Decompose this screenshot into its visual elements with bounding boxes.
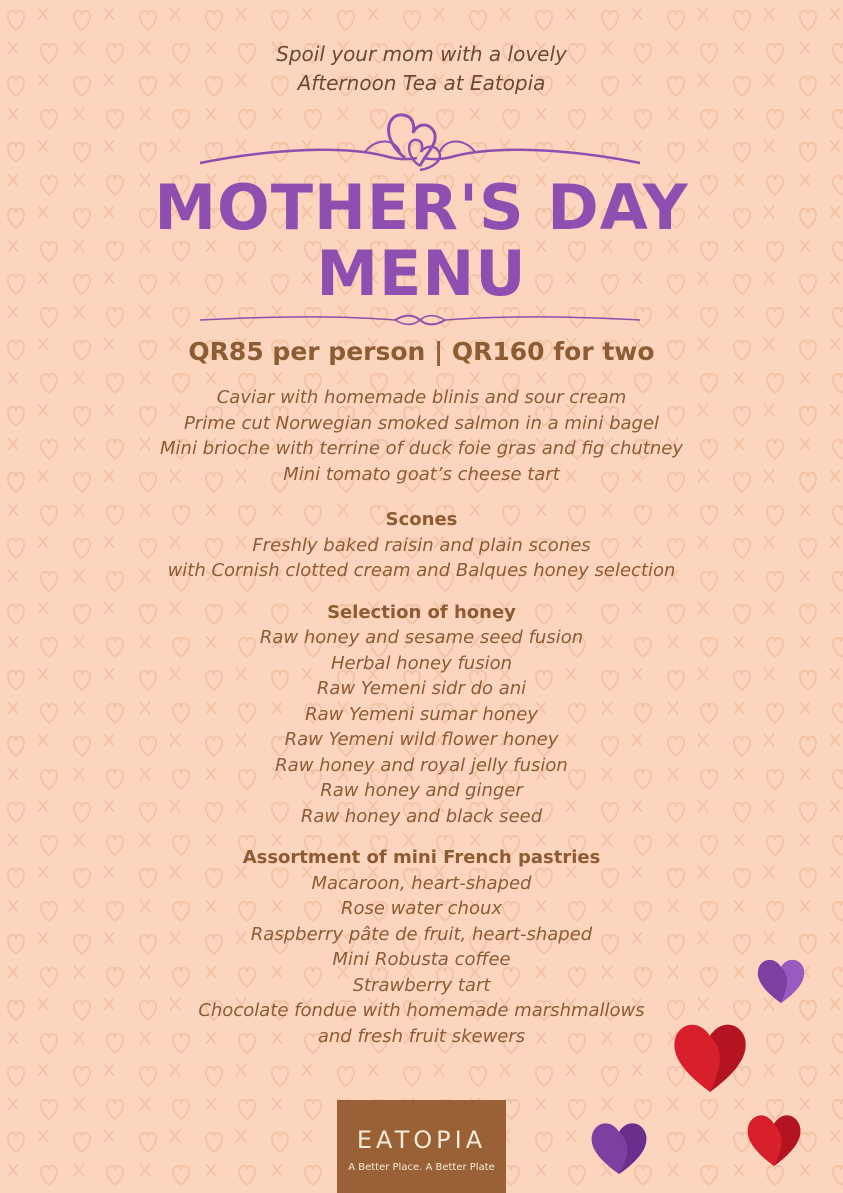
title-line: MENU (316, 237, 527, 310)
menu-item: Raw honey and royal jelly fusion (275, 754, 568, 776)
section-heading: Selection of honey (327, 601, 516, 623)
menu-item: Freshly baked raisin and plain scones (252, 534, 591, 556)
menu-item: Caviar with homemade blinis and sour cream (216, 387, 627, 408)
heart-icon (744, 1110, 804, 1168)
menu-item: Strawberry tart (352, 974, 491, 996)
menu-item: Raw honey and black seed (300, 805, 543, 827)
menu-item: and fresh fruit skewers (317, 1025, 526, 1047)
heart-icon (755, 955, 807, 1005)
menu-item: with Cornish clotted cream and Balques honey selection (167, 560, 676, 581)
menu-item: Raspberry pâte de fruit, heart-shaped (250, 923, 593, 945)
menu-item: Mini tomato goat’s cheese tart (283, 463, 560, 485)
menu-section-savoury (0, 385, 843, 487)
menu-item: Raw Yemeni sidr do ani (316, 678, 527, 699)
flourish-ornament (195, 108, 645, 178)
menu-item: Prime cut Norwegian smoked salmon in a mini bagel (183, 412, 660, 434)
menu-item: Mini Robusta coffee (332, 949, 511, 970)
menu-item: Raw Yemeni sumar honey (305, 703, 538, 725)
logo-name: EATOPIA (356, 1126, 487, 1154)
heart-icon (670, 1018, 750, 1094)
menu-item: Raw honey and sesame seed fusion (259, 627, 584, 648)
menu-item: Raw Yemeni wild flower honey (284, 729, 559, 750)
heart-icon (588, 1118, 650, 1176)
menu-section-honey (0, 600, 843, 830)
intro-text (0, 40, 843, 98)
section-heading: Assortment of mini French pastries (242, 847, 601, 868)
page-title (0, 171, 843, 310)
menu-item: Rose water choux (340, 898, 503, 919)
menu-item: Chocolate fondue with homemade marshmallows (198, 1000, 645, 1021)
intro-line: Spoil your mom with a lovely (276, 42, 567, 66)
price-line: QR85 per person | QR160 for two (188, 337, 655, 366)
menu-item: Macaroon, heart-shaped (311, 872, 532, 894)
divider-rule (195, 312, 645, 328)
menu-list (0, 385, 843, 1065)
menu-item: Herbal honey fusion (330, 652, 512, 674)
eatopia-logo (337, 1100, 506, 1193)
menu-item: Raw honey and ginger (320, 780, 523, 801)
menu-section-scones (0, 507, 843, 584)
title-line: MOTHER'S DAY (154, 171, 689, 244)
section-heading: Scones (385, 509, 458, 530)
intro-line: Afternoon Tea at Eatopia (297, 71, 546, 95)
menu-item: Mini brioche with terrine of duck foie gras and fig chutney (160, 438, 683, 459)
logo-tagline: A Better Place. A Better Plate (348, 1162, 495, 1173)
